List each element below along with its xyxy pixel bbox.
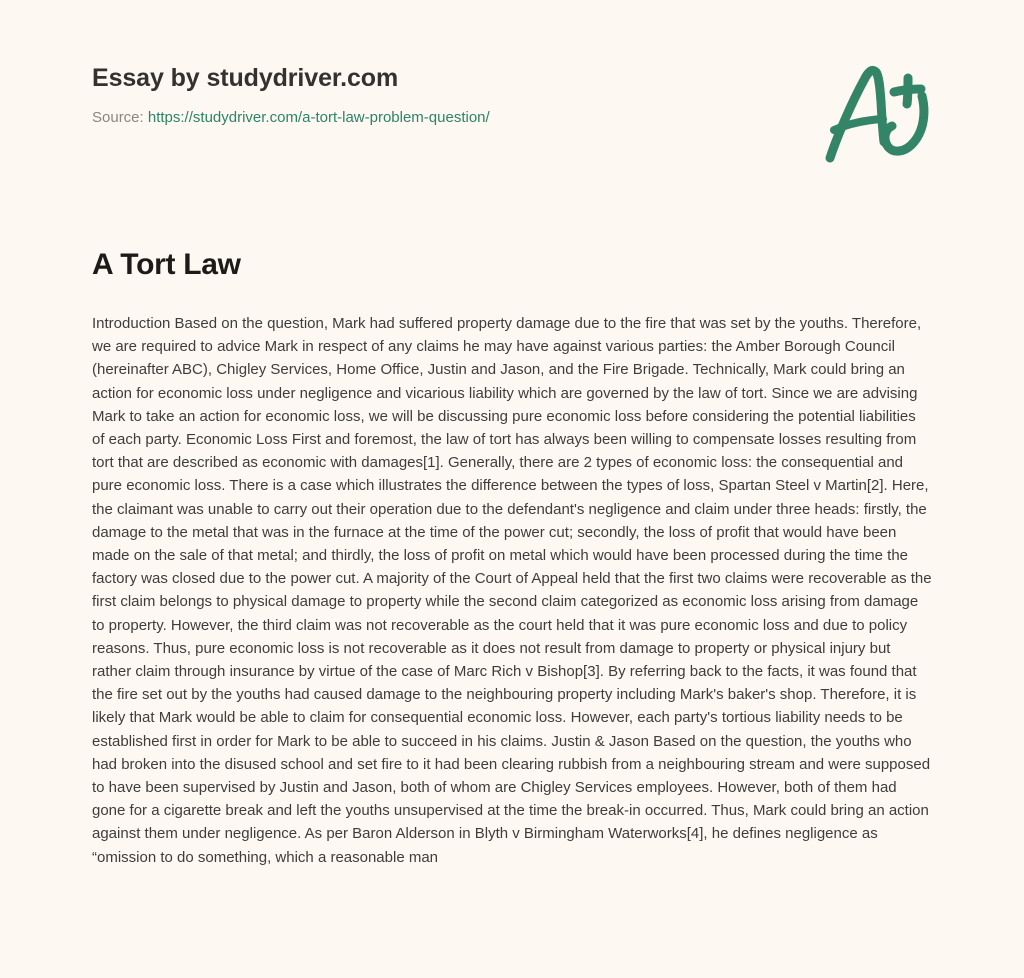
essay-byline: Essay by studydriver.com	[92, 64, 399, 92]
source-line	[92, 108, 732, 128]
source-label: Source:	[92, 109, 144, 126]
essay-body-text: Introduction Based on the question, Mark had suffered property damage due to the fire that was set by the youths. Therefore, we are required to advice Mark in respect of any claims he may have against various parties: the Amber Borough Council (hereinafter ABC), Chigley Services, Home Office, Justin and Jason, and the Fire Brigade. Technically, Mark could bring an action for economic loss under negligence and vicarious liability which are governed by the law of tort. Since we are advising Mark to take an action for economic loss, we will be discussing pure economic loss before considering the potential liabilities of each party. Economic Loss First and foremost, the law of tort has always been willing to compensate losses resulting from tort that are described as economic with damages[1]. Generally, there are 2 types of economic loss: the consequential and pure economic loss. There is a case which illustrates the difference between the types of loss, Spartan Steel v Martin[2]. Here, the claimant was unable to carry out their operation due to the defendant's negligence and claim under three heads: firstly, the damage to the metal that was in the furnace at the time of the power cut; secondly, the loss of profit that would have been made on the sale of that metal; and thirdly, the loss of profit on metal which would have been processed during the time the factory was closed due to the power cut. A majority of the Court of Appeal held that the first two claims were recoverable as the first claim belongs to physical damage to property while the second claim categorized as economic loss arising from damage to property. However, the third claim was not recoverable as the court held that it was pure economic loss and due to policy reasons. Thus, pure economic loss is not recoverable as it does not result from damage to property or physical injury but rather claim through insurance by virtue of the case of Marc Rich v Bishop[3]. By referring back to the facts, it was found that the fire set out by the youths had caused damage to the neighbouring property including Mark's baker's shop. Therefore, it is likely that Mark would be able to claim for consequential economic loss. However, each party's tortious liability needs to be established first in order for Mark to be able to succeed in his claims. Justin & Jason Based on the question, the youths who had broken into the disused school and set fire to it had been clearing rubbish from a neighbouring stream and were supposed to have been supervised by Justin and Jason, both of whom are Chigley Services employees. However, both of them had gone for a cigarette break and left the youths unsupervised at the time the break-in occurred. Thus, Mark could bring an action against them under negligence. As per Baron Alderson in Blyth v Birmingham Waterworks[4], he defines negligence as “omission to do something, which a reasonable man	[92, 315, 932, 866]
source-url-link[interactable]: https://studydriver.com/a-tort-law-problem-question/	[147, 109, 490, 126]
studydriver-logo[interactable]	[808, 50, 938, 170]
header-text-group	[92, 62, 732, 128]
page-header	[0, 0, 1024, 200]
page-title: A Tort Law	[92, 248, 241, 281]
